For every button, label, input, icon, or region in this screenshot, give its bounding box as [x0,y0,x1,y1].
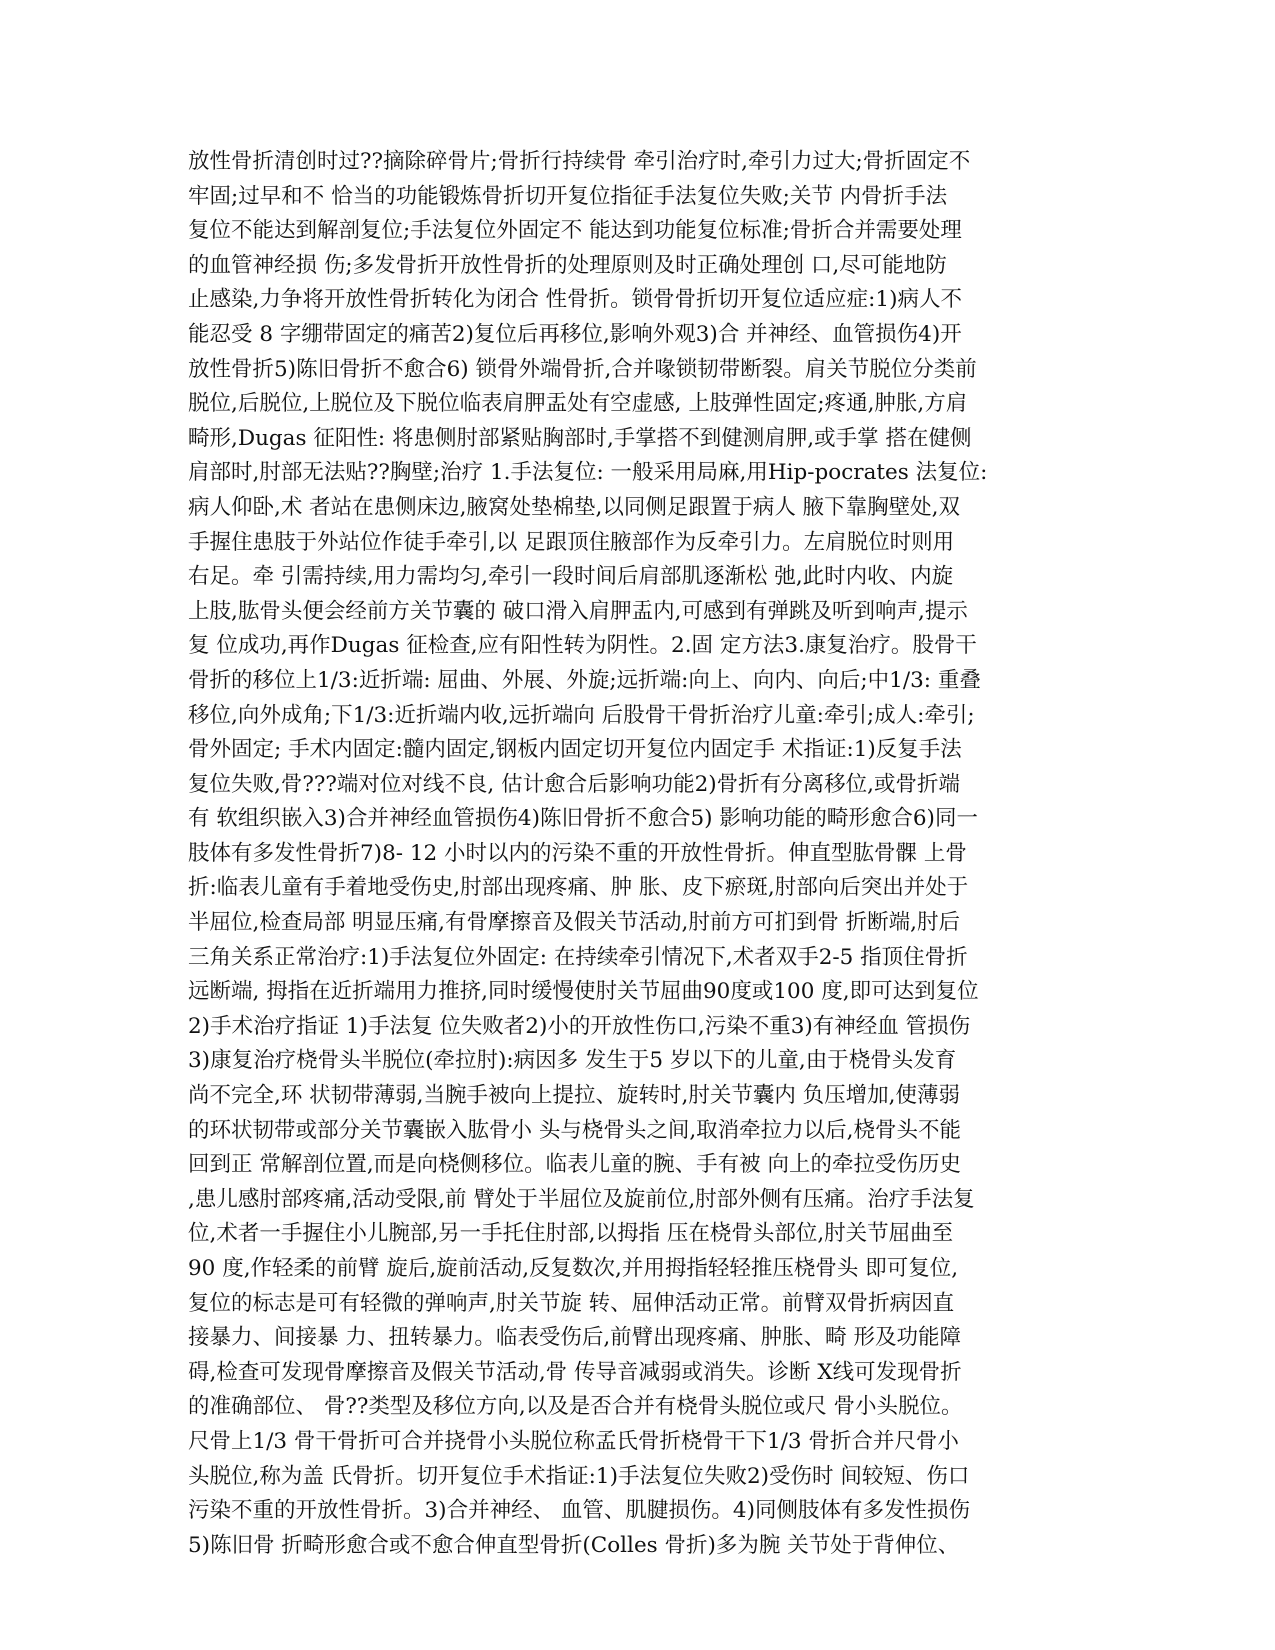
text-line: 的血管神经损 伤;多发骨折开放性骨折的处理原则及时正确处理创 口,尽可能地防 [188,252,947,278]
text-line: 牢固;过早和不 恰当的功能锻炼骨折切开复位指征手法复位失败;关节 内骨折手法 [188,183,948,209]
text-line: 能忍受 8 字绷带固定的痛苦2)复位后再移位,影响外观3)合 并神经、血管损伤4)开 [188,321,962,347]
text-line: 位,术者一手握住小儿腕部,另一手托住肘部,以拇指 压在桡骨头部位,肘关节屈曲至 [188,1221,954,1247]
text-line: 回到正 常解剖位置,而是向桡侧移位。临表儿童的腕、手有被 向上的牵拉受伤历史 [188,1152,962,1178]
text-line: ,患儿感肘部疼痛,活动受限,前 臂处于半屈位及旋前位,肘部外侧有压痛。治疗手法复 [188,1186,975,1212]
text-line: 放性骨折5)陈旧骨折不愈合6) 锁骨外端骨折,合并喙锁韧带断裂。肩关节脱位分类前 [188,356,977,382]
text-line: 的准确部位、 骨??类型及移位方向,以及是否合并有桡骨头脱位或尺 骨小头脱位。 [188,1394,963,1420]
text-line: 90 度,作轻柔的前臂 旋后,旋前活动,反复数次,并用拇指轻轻推压桡骨头 即可复位, [188,1256,959,1281]
text-line: 上肢,肱骨头便会经前方关节囊的 破口滑入肩胛盂内,可感到有弹跳及听到响声,提示 [188,598,968,624]
text-line: 有 软组织嵌入3)合并神经血管损伤4)陈旧骨折不愈合5) 影响功能的畸形愈合6)同一 [188,806,978,832]
text-line: 折:临表儿童有手着地受伤史,肘部出现疼痛、肿 胀、皮下瘀斑,肘部向后突出并处于 [188,875,969,901]
text-line: 半屈位,检查局部 明显压痛,有骨摩擦音及假关节活动,肘前方可扪到骨 折断端,肘后 [188,910,961,936]
text-line: 远断端, 拇指在近折端用力推挤,同时缓慢使肘关节屈曲90度或100 度,即可达到复位 [188,979,979,1005]
text-line: 手握住患肢于外站位作徒手牵引,以 足跟顶住腋部作为反牵引力。左肩脱位时则用 [188,529,955,555]
text-line: 三角关系正常治疗:1)手法复位外固定: 在持续牵引情况下,术者双手2-5 指顶住骨折 [188,944,968,970]
body-text [188,145,1088,1563]
text-line: 复位的标志是可有轻微的弹响声,肘关节旋 转、屈伸活动正常。前臂双骨折病因直 [188,1290,955,1316]
text-line: 复位失败,骨???端对位对线不良, 估计愈合后影响功能2)骨折有分离移位,或骨折端 [188,771,960,797]
text-line: 病人仰卧,术 者站在患侧床边,腋窝处垫棉垫,以同侧足跟置于病人 腋下靠胸壁处,双 [188,494,961,520]
text-line: 放性骨折清创时过??摘除碎骨片;骨折行持续骨 牵引治疗时,牵引力过大;骨折固定不 [188,149,971,174]
text-line: 复位不能达到解剖复位;手法复位外固定不 能达到功能复位标准;骨折合并需要处理 [188,218,962,244]
text-line: 头脱位,称为盖 氏骨折。切开复位手术指证:1)手法复位失败2)受伤时 间较短、伤口 [188,1463,970,1489]
text-line: 脱位,后脱位,上脱位及下脱位临表肩胛盂处有空虚感, 上肢弹性固定;疼通,肿胀,方肩 [188,391,968,417]
text-line: 2)手术治疗指证 1)手法复 位失败者2)小的开放性伤口,污染不重3)有神经血 管损伤 [188,1013,971,1039]
text-line: 右足。牵 引需持续,用力需均匀,牵引一段时间后肩部肌逐渐松 弛,此时内收、内旋 [188,564,954,590]
text-line: 止感染,力争将开放性骨折转化为闭合 性骨折。锁骨骨折切开复位适应症:1)病人不 [188,287,962,313]
text-line: 移位,向外成角;下1/3:近折端内收,远折端向 后股骨干骨折治疗儿童:牵引;成人:牵引; [188,702,975,728]
text-line: 的环状韧带或部分关节囊嵌入肱骨小 头与桡骨头之间,取消牵拉力以后,桡骨头不能 [188,1117,962,1143]
text-line: 碍,检查可发现骨摩擦音及假关节活动,骨 传导音减弱或消失。诊断 X线可发现骨折 [188,1359,962,1385]
text-line: 尺骨上1/3 骨干骨折可合并挠骨小头脱位称孟氏骨折桡骨干下1/3 骨折合并尺骨小 [188,1428,959,1454]
text-line: 接暴力、间接暴 力、扭转暴力。临表受伤后,前臂出现疼痛、肿胀、畸 形及功能障 [188,1325,962,1351]
text-line: 3)康复治疗桡骨头半脱位(牵拉肘):病因多 发生于5 岁以下的儿童,由于桡骨头发育 [188,1048,957,1074]
text-line: 尚不完全,环 状韧带薄弱,当腕手被向上提拉、旋转时,肘关节囊内 负压增加,使薄弱 [188,1083,961,1109]
text-line: 畸形,Dugas 征阳性: 将患侧肘部紧贴胸部时,手掌搭不到健测肩胛,或手掌 搭在健侧 [188,425,972,451]
text-line: 污染不重的开放性骨折。3)合并神经、 血管、肌腱损伤。4)同侧肢体有多发性损伤 [188,1498,970,1524]
text-line: 5)陈旧骨 折畸形愈合或不愈合伸直型骨折(Colles 骨折)多为腕 关节处于背伸位、 [188,1532,960,1558]
text-line: 肢体有多发性骨折7)8- 12 小时以内的污染不重的开放性骨折。伸直型肱骨髁 上骨 [188,840,967,866]
text-line: 肩部时,肘部无法贴??胸壁;治疗 1.手法复位: 一般采用局麻,用Hip-pocrates 法复位: [188,460,988,486]
text-line: 复 位成功,再作Dugas 征检查,应有阳性转为阴性。2.固 定方法3.康复治疗。股骨干 [188,633,977,659]
text-line: 骨外固定; 手术内固定:髓内固定,钢板内固定切开复位内固定手 术指证:1)反复手法 [188,737,962,763]
text-line: 骨折的移位上1/3:近折端: 屈曲、外展、外旋;远折端:向上、向内、向后;中1/3: 重叠 [188,667,981,693]
